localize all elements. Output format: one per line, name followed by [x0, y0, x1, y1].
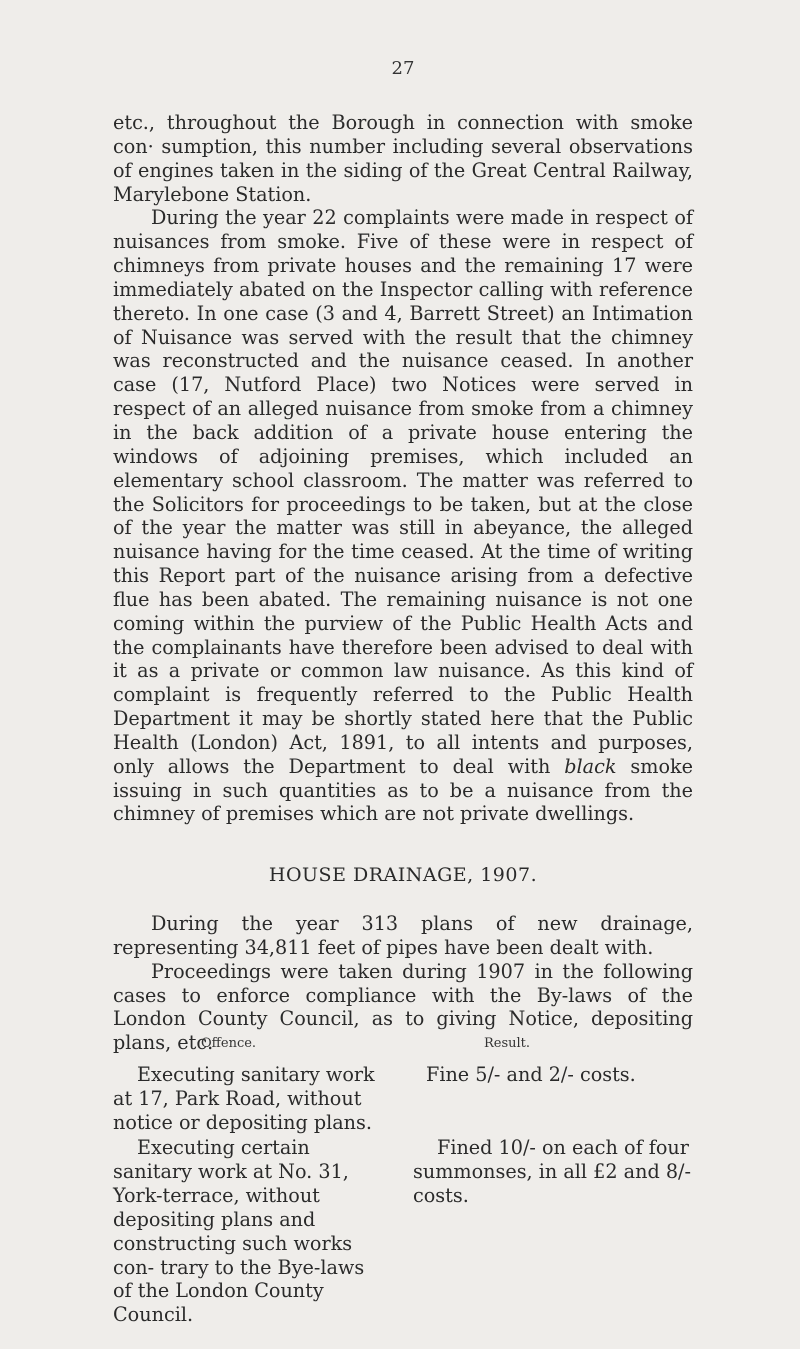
column-header-result: Result. [484, 1036, 531, 1051]
section-heading-house-drainage: HOUSE DRAINAGE, 1907. [268, 864, 538, 886]
offence-cell: Executing certain sanitary work at No. 31, York-terrace, without depositing plans and constructing such works con- trary to the Bye-laws of the London County Council. [113, 1136, 365, 1327]
house-drainage-section [113, 912, 693, 1055]
smoke-nuisance-section [113, 111, 693, 826]
paragraph-proceedings: Proceedings were taken during 1907 in the following cases to enforce compliance with the By-laws of the London County Council, as to giving Notice, depositing plans, etc. [113, 959, 693, 1055]
result-cell: Fined 10/- on each of four summonses, in all £2 and 8/- costs. [413, 1136, 692, 1207]
paragraph-continuation: etc., throughout the Borough in connection with smoke con· sumption, this number including several observations of engines taken in the siding of the Great Central Railway, Marylebone Station. [113, 111, 693, 206]
result-cell: Fine 5/- and 2/- costs. [426, 1063, 636, 1086]
emphasis-black: black [564, 754, 617, 778]
paragraph-complaints-text: During the year 22 complaints were made in respect of nuisances from smoke. Five of these were in respect of chimneys from private houses and the remaining 17 were immediately abated on the Inspector calling with reference thereto. In one case (3 and 4, Barrett Street) an Intimation of Nuisance was served with the result that the chimney was reconstructed and the nuisance ceased. In another case (17, Nutford Place) two Notices were served in respect of an alleged nuisance from smoke from a chimney in the back addition of a private house entering the windows of adjoining premises, which included an elementary school classroom. The matter was referred to the Solicitors for proceedings to be taken, but at the close of the year the matter was still in abeyance, the alleged nuisance having for the time ceased. At the time of writing this Report part of the nuisance arising from a defective flue has been abated. The remaining nuisance is not one coming within the purview of the Public Health Acts and the complainants have therefore been advised to deal with it as a private or common law nuisance. As this kind of complaint is frequently referred to the Public Health Department it may be shortly stated here that the Public Health (London) Act, 1891, to all intents and purposes, only allows the Department to deal with [113, 206, 693, 778]
paragraph-complaints [113, 206, 693, 826]
paragraph-complaints-end: smoke issuing in such quantities as to be a nuisance from the chimney of premises which are not private dwellings. [113, 754, 693, 826]
column-header-offence: Offence. [201, 1036, 257, 1051]
offence-cell: Executing sanitary work at 17, Park Road, without notice or depositing plans. [113, 1063, 375, 1134]
page-number: 27 [391, 58, 415, 79]
paragraph-drainage-plans: During the year 313 plans of new drainage, representing 34,811 feet of pipes have been dealt with. [113, 912, 693, 959]
